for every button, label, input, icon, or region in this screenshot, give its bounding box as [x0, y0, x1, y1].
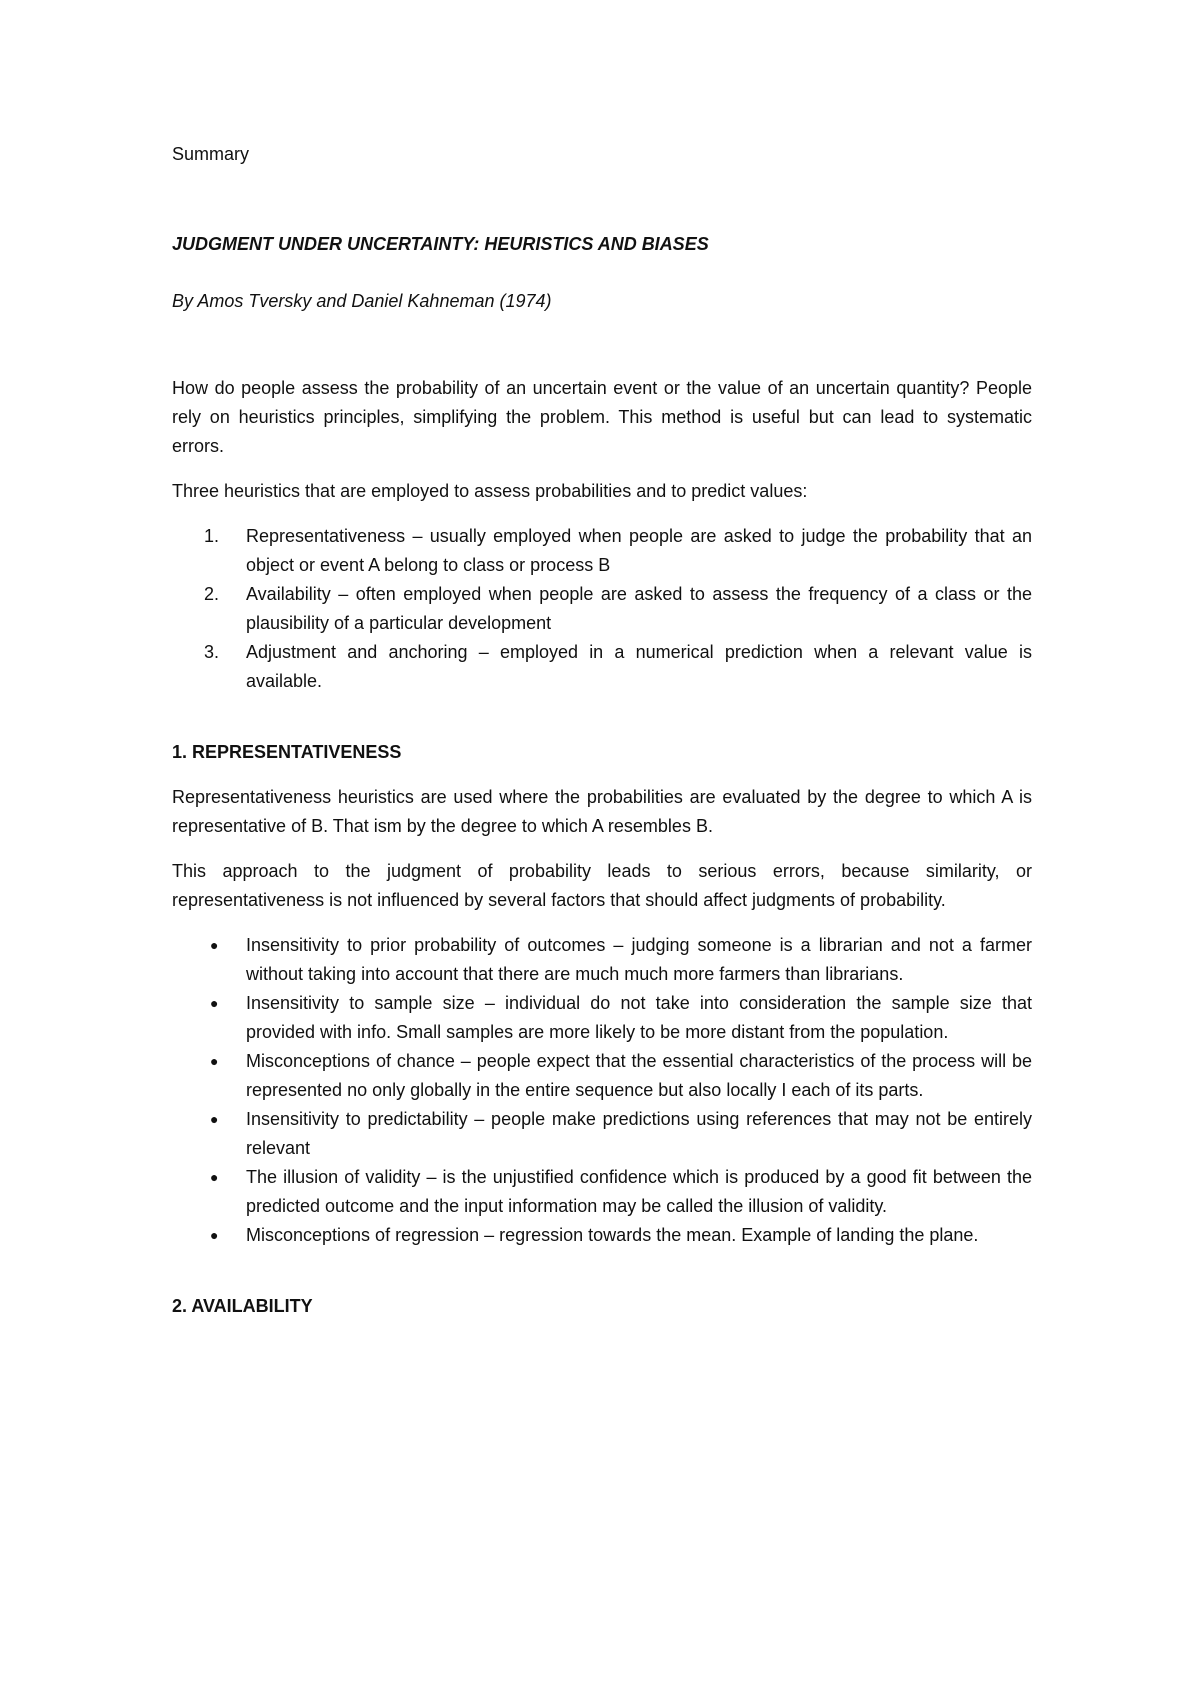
bullet-icon: ●: [210, 1227, 219, 1243]
list-item: [172, 638, 1032, 696]
list-item: [172, 931, 1032, 989]
heuristics-intro: Three heuristics that are employed to assess probabilities and to predict values:: [172, 481, 808, 501]
section-heading-representativeness: 1. REPRESENTATIVENESS: [172, 742, 402, 762]
list-item-text: Representativeness – usually employed when people are asked to judge the probability that an object or event A belong to class or process B: [246, 526, 1032, 575]
document-authors: By Amos Tversky and Daniel Kahneman (1974): [172, 291, 552, 311]
bullet-icon: ●: [210, 995, 219, 1011]
list-item: [172, 580, 1032, 638]
list-item: [172, 1047, 1032, 1105]
list-item-text: Insensitivity to predictability – people make predictions using references that may not be entirely relevant: [246, 1109, 1032, 1158]
list-item-text: Misconceptions of chance – people expect that the essential characteristics of the process will be represented no only globally in the entire sequence but also locally I each of its parts.: [246, 1051, 1032, 1100]
list-item: [172, 1221, 1032, 1250]
summary-label: Summary: [172, 144, 250, 164]
list-item-text: Misconceptions of regression – regression towards the mean. Example of landing the plane.: [246, 1225, 979, 1245]
heuristics-numbered-list: [172, 522, 1032, 696]
list-item-text: The illusion of validity – is the unjustified confidence which is produced by a good fit between the predicted outcome and the input information may be called the illusion of validity.: [246, 1167, 1032, 1216]
bullet-icon: ●: [210, 937, 219, 953]
list-item: [172, 522, 1032, 580]
document-title: JUDGMENT UNDER UNCERTAINTY: HEURISTICS AND BIASES: [172, 234, 709, 254]
biases-bullet-list: [172, 931, 1032, 1250]
list-number: 3.: [204, 642, 220, 662]
list-item-text: Adjustment and anchoring – employed in a numerical prediction when a relevant value is available.: [246, 642, 1032, 691]
document-body: [172, 140, 1032, 1337]
list-item-text: Insensitivity to sample size – individual do not take into consideration the sample size that provided with info. Small samples are more likely to be more distant from the population.: [246, 993, 1032, 1042]
intro-paragraph: How do people assess the probability of an uncertain event or the value of an uncertain quantity? People rely on heuristics principles, simplifying the problem. This method is useful but can lead to systematic errors.: [172, 378, 1032, 456]
representativeness-paragraph-1: Representativeness heuristics are used where the probabilities are evaluated by the degree to which A is representative of B. That ism by the degree to which A resembles B.: [172, 787, 1032, 836]
list-item-text: Availability – often employed when people are asked to assess the frequency of a class or the plausibility of a particular development: [246, 584, 1032, 633]
list-number: 1.: [204, 526, 220, 546]
list-item: [172, 1163, 1032, 1221]
list-number: 2.: [204, 584, 220, 604]
list-item: [172, 989, 1032, 1047]
list-item: [172, 1105, 1032, 1163]
bullet-icon: ●: [210, 1111, 219, 1127]
list-item-text: Insensitivity to prior probability of outcomes – judging someone is a librarian and not a farmer without taking into account that there are much much more farmers than librarians.: [246, 935, 1032, 984]
bullet-icon: ●: [210, 1169, 219, 1185]
bullet-icon: ●: [210, 1053, 219, 1069]
section-heading-availability: 2. AVAILABILITY: [172, 1296, 313, 1316]
representativeness-paragraph-2: This approach to the judgment of probability leads to serious errors, because similarity, or representativeness is not influenced by several factors that should affect judgments of probability.: [172, 861, 1032, 910]
